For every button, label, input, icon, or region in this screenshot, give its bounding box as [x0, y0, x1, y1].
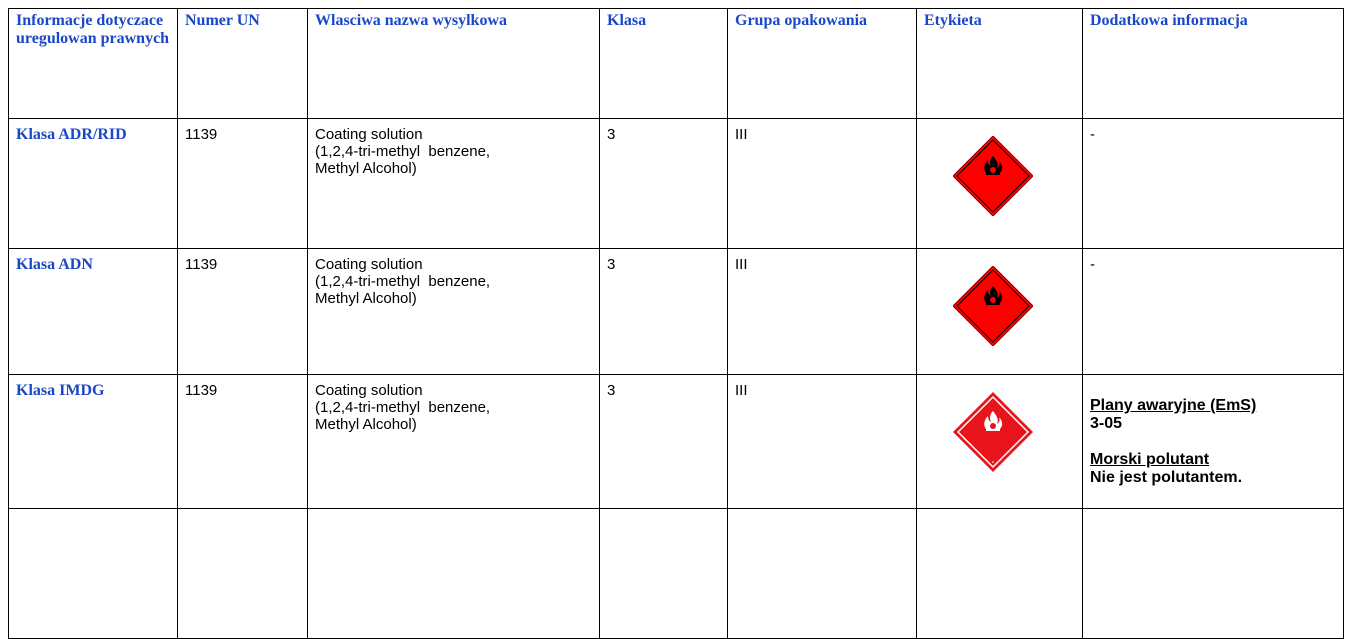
- packing-group: III: [728, 375, 917, 509]
- shipping-name: Coating solution (1,2,4-tri-methyl benzene, Methyl Alcohol): [308, 119, 600, 249]
- hazard-class: 3: [600, 119, 728, 249]
- label-cell: [917, 119, 1083, 249]
- packing-group: III: [728, 119, 917, 249]
- flammable-liquid-class3-icon: [953, 136, 1033, 216]
- clipped-section-title: [0, 0, 1345, 8]
- header-class: Klasa: [600, 9, 728, 119]
- un-number: 1139: [178, 119, 308, 249]
- regulation-name: Klasa ADR/RID: [9, 119, 178, 249]
- flammable-liquid-class3-icon: [953, 266, 1033, 346]
- header-packing-group: Grupa opakowania: [728, 9, 917, 119]
- header-shipping-name: Wlasciwa nazwa wysylkowa: [308, 9, 600, 119]
- header-additional-info: Dodatkowa informacja: [1083, 9, 1344, 119]
- label-cell: [917, 249, 1083, 375]
- header-info: Informacje dotyczace uregulowan prawnych: [9, 9, 178, 119]
- header-un-number: Numer UN: [178, 9, 308, 119]
- table-row: [9, 119, 1344, 249]
- header-label: Etykieta: [917, 9, 1083, 119]
- regulation-name: Klasa IMDG: [9, 375, 178, 509]
- label-cell: [917, 375, 1083, 509]
- additional-info: -: [1083, 119, 1344, 249]
- shipping-name: Coating solution (1,2,4-tri-methyl benzene, Methyl Alcohol): [308, 375, 600, 509]
- table-row: [9, 375, 1344, 509]
- packing-group: III: [728, 249, 917, 375]
- hazard-class: 3: [600, 249, 728, 375]
- regulation-name: Klasa ADN: [9, 249, 178, 375]
- un-number: 1139: [178, 249, 308, 375]
- ems-title: Plany awaryjne (EmS): [1090, 397, 1257, 414]
- empty-table-row: [9, 509, 1344, 639]
- marine-pollutant-value: Nie jest polutantem.: [1090, 469, 1243, 486]
- un-number: 1139: [178, 375, 308, 509]
- additional-info: -: [1083, 249, 1344, 375]
- table-row: [9, 249, 1344, 375]
- table-header-row: [9, 9, 1344, 119]
- shipping-name: Coating solution (1,2,4-tri-methyl benzene, Methyl Alcohol): [308, 249, 600, 375]
- marine-pollutant-title: Morski polutant: [1090, 451, 1210, 468]
- flammable-liquid-class3-white-flame-icon: [953, 392, 1033, 472]
- transport-info-table: [8, 8, 1344, 639]
- additional-info: [1083, 375, 1344, 509]
- hazard-class: 3: [600, 375, 728, 509]
- ems-value: 3-05: [1090, 415, 1123, 432]
